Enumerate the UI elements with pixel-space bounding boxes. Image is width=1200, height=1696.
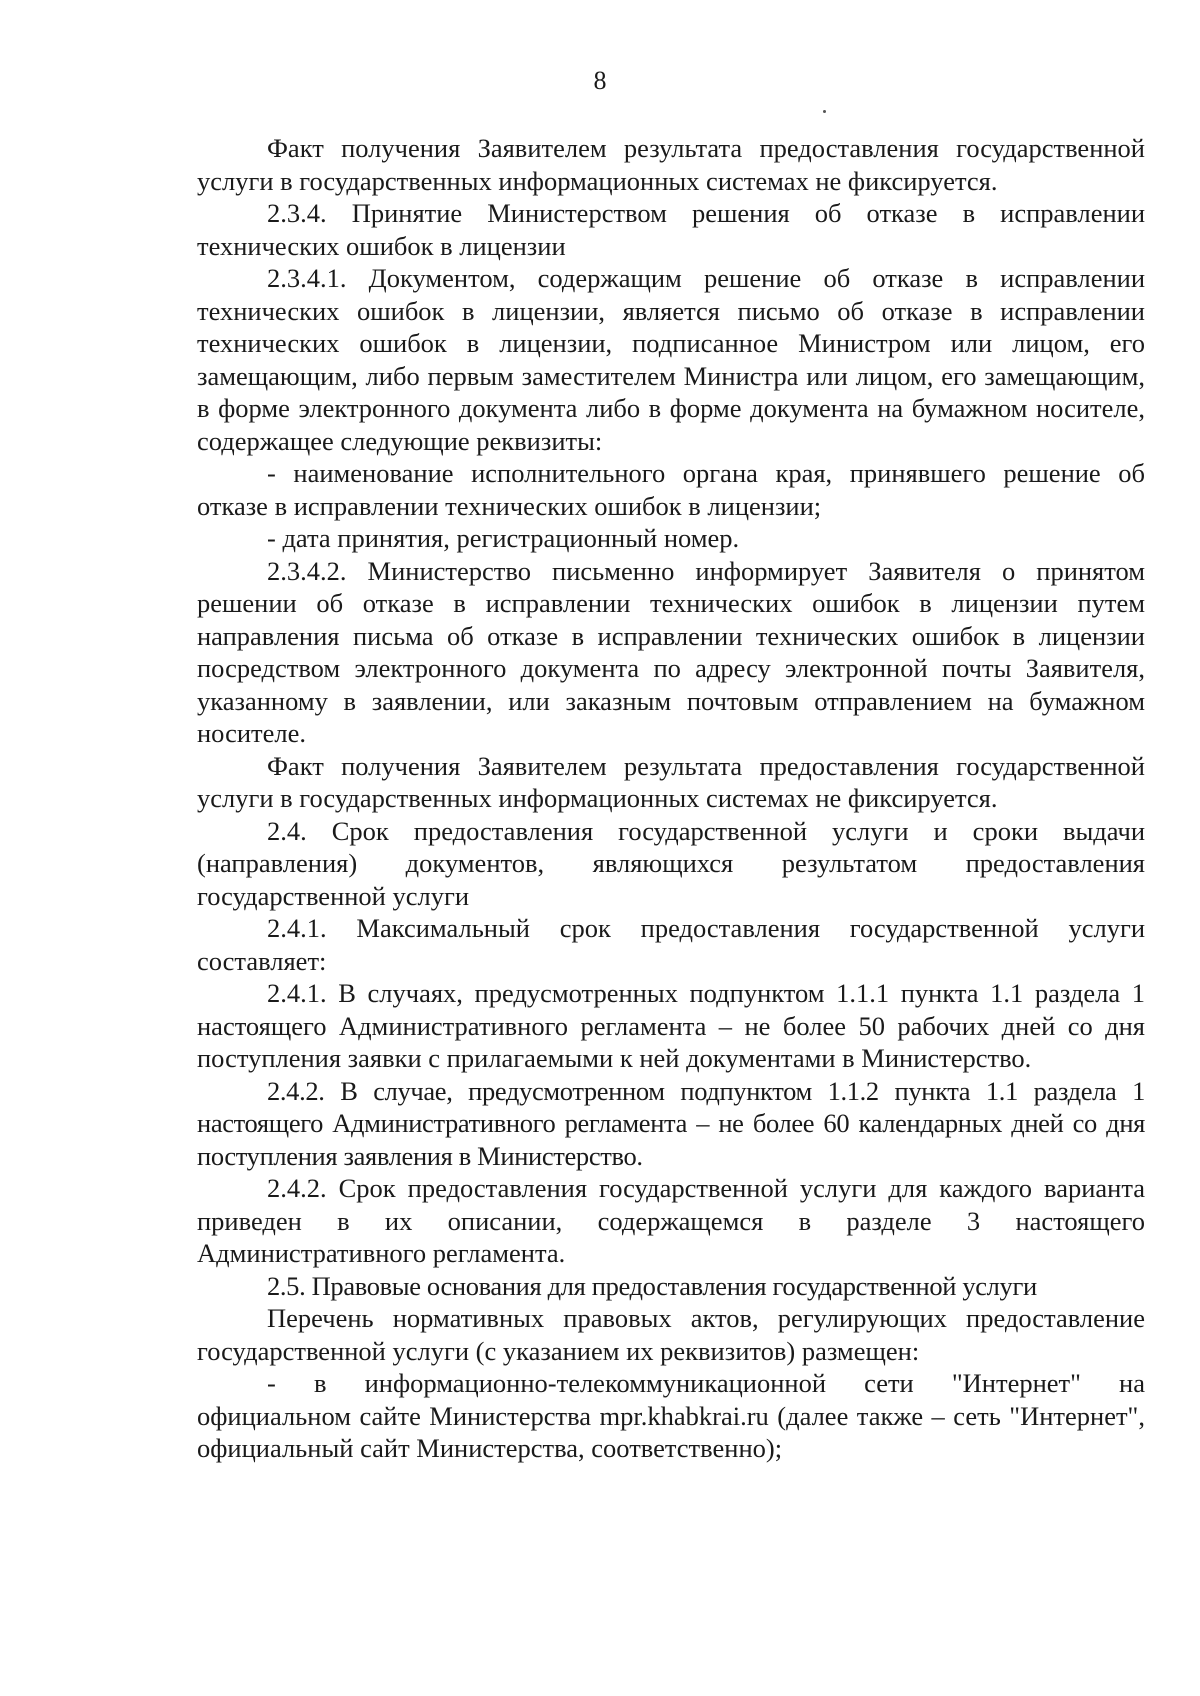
paragraph-requisite-date: - дата принятия, регистрационный номер.	[267, 523, 740, 553]
paragraph-2-4-1-max-term: 2.4.1. Максимальный срок предоставления государственной услуги составляет:	[197, 913, 1145, 976]
paragraph-2-5-heading: 2.5. Правовые основания для предоставления государственной услуги	[267, 1270, 1037, 1301]
paragraph-legal-acts-list: Перечень нормативных правовых актов, регулирующих предоставление государственной услуги (с указанием их реквизитов) размещен:	[197, 1303, 1145, 1366]
paragraph-2-3-4-2: 2.3.4.2. Министерство письменно информирует Заявителя о принятом решении об отказе в исправлении технических ошибок в лицензии путем направления письма об отказе в исправлении технических ошибок в лицензии посредством электронного документа по адресу электронной почты Заявителя, указанному в заявлении, или заказным почтовым отправлением на бумажном носителе.	[197, 555, 1145, 748]
paragraph-2-4-2-variant: 2.4.2. Срок предоставления государственной услуги для каждого варианта приведен в их описании, содержащемся в разделе 3 настоящего Административного регламента.	[197, 1173, 1145, 1268]
page-number: 8	[593, 66, 607, 95]
paragraph-2-4-1-cases: 2.4.1. В случаях, предусмотренных подпунктом 1.1.1 пункта 1.1 раздела 1 настоящего Административного регламента – не более 50 рабочих дней со дня поступления заявки с прилагаемыми к ней документами в Министерство.	[197, 978, 1145, 1073]
paragraph-fact-receipt-2: Факт получения Заявителем результата предоставления государственной услуги в государственных информационных системах не фиксируется.	[197, 750, 1145, 813]
document-body	[197, 132, 1145, 1465]
paragraph-2-3-4-1: 2.3.4.1. Документом, содержащим решение об отказе в исправлении технических ошибок в лицензии, является письмо об отказе в исправлении технических ошибок в лицензии, подписанное Министром или лицом, его замещающим, либо первым заместителем Министра или лицом, его замещающим, в форме электронного документа либо в форме документа на бумажном носителе, содержащее следующие реквизиты:	[197, 263, 1145, 456]
paragraph-2-4-2-case: 2.4.2. В случае, предусмотренном подпунктом 1.1.2 пункта 1.1 раздела 1 настоящего Административного регламента – не более 60 календарных дней со дня поступления заявления в Министерство.	[197, 1075, 1145, 1171]
scan-speck	[823, 110, 826, 113]
paragraph-fact-receipt-1: Факт получения Заявителем результата предоставления государственной услуги в государственных информационных системах не фиксируется.	[197, 133, 1145, 196]
paragraph-2-3-4-heading: 2.3.4. Принятие Министерством решения об отказе в исправлении технических ошибок в лицензии	[197, 198, 1145, 261]
paragraph-internet-site: - в информационно-телекоммуникационной сети "Интернет" на официальном сайте Министерства mpr.khabkrai.ru (далее также – сеть "Интернет", официальный сайт Министерства, соответственно);	[197, 1368, 1145, 1463]
paragraph-2-4-heading: 2.4. Срок предоставления государственной услуги и сроки выдачи (направления) документов, являющихся результатом предоставления государственной услуги	[197, 815, 1145, 911]
paragraph-requisite-organ: - наименование исполнительного органа края, принявшего решение об отказе в исправлении технических ошибок в лицензии;	[197, 458, 1145, 521]
